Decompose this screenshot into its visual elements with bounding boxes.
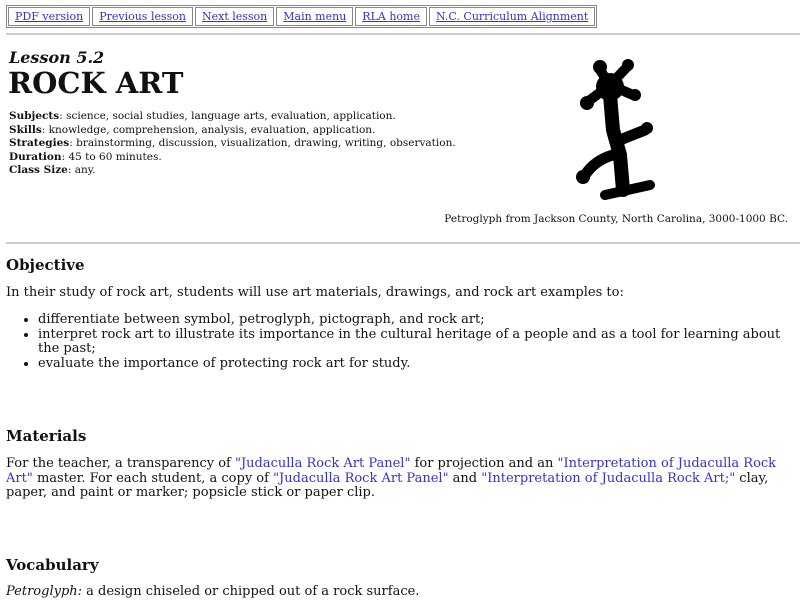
nav-main-menu[interactable]: Main menu <box>276 7 353 26</box>
lesson-number: Lesson 5.2 <box>9 48 105 67</box>
meta-label: Skills <box>9 123 42 136</box>
nav-pdf-version[interactable]: PDF version <box>8 7 90 26</box>
image-caption: Petroglyph from Jackson County, North Carolina, 3000-1000 BC. <box>444 213 788 225</box>
meta-label: Subjects <box>9 110 60 122</box>
objective-intro: In their study of rock art, students will use art materials, drawings, and rock art examples to: <box>6 285 624 300</box>
meta-value: : 45 to 60 minutes. <box>61 150 162 163</box>
lesson-nav <box>6 5 597 28</box>
meta-value: : any. <box>67 164 96 176</box>
meta-value: : brainstorming, discussion, visualization, drawing, writing, observation. <box>69 137 456 149</box>
nav-previous-lesson[interactable]: Previous lesson <box>92 7 193 26</box>
link-interpretation[interactable]: "Interpretation of Judaculla Rock Art;" <box>481 470 736 486</box>
meta-value: : knowledge, comprehension, analysis, evaluation, application. <box>41 123 376 136</box>
divider <box>6 33 800 35</box>
objective-heading: Objective <box>6 256 85 274</box>
materials-heading: Materials <box>6 427 87 445</box>
meta-label: Duration <box>9 150 62 163</box>
nav-next-lesson[interactable]: Next lesson <box>195 7 274 26</box>
vocabulary-heading: Vocabulary <box>6 556 99 574</box>
link-interpretation[interactable]: "Interpretation of Judaculla Rock Art" <box>6 456 777 486</box>
page-title: ROCK ART <box>8 66 184 100</box>
list-item: • interpret rock art to illustrate its importance in the cultural heritage of a people and as a tool for learning about the past; <box>38 328 798 357</box>
divider <box>6 242 800 244</box>
text: master. For each student, a copy of <box>32 470 274 486</box>
text: and <box>448 470 482 486</box>
objective-list <box>0 313 798 371</box>
list-item: • differentiate between symbol, petroglyph, pictograph, and rock art; <box>38 313 798 328</box>
lesson-meta <box>9 110 456 178</box>
materials-text <box>6 457 780 501</box>
nav-rla-home[interactable]: RLA home <box>355 7 427 26</box>
link-judaculla-panel[interactable]: "Judaculla Rock Art Panel" <box>234 456 411 471</box>
meta-label: Strategies <box>9 137 70 149</box>
vocabulary-entry <box>6 585 780 600</box>
nav-curriculum-alignment[interactable]: N.C. Curriculum Alignment <box>429 7 595 26</box>
list-item: • evaluate the importance of protecting rock art for study. <box>38 357 798 372</box>
text: For the teacher, a transparency of <box>6 456 235 471</box>
text: for projection and an <box>410 456 558 471</box>
link-judaculla-panel[interactable]: "Judaculla Rock Art Panel" <box>273 470 449 486</box>
petroglyph-image <box>565 55 675 210</box>
meta-value: : science, social studies, language arts, evaluation, application. <box>59 110 396 122</box>
meta-label: Class Size <box>9 164 68 176</box>
vocab-definition: a design chiseled or chipped out of a rock surface. <box>82 584 420 599</box>
vocab-term: Petroglyph: <box>6 584 83 599</box>
text: clay, paper, and paint or marker; popsicle stick or paper clip. <box>6 470 769 500</box>
